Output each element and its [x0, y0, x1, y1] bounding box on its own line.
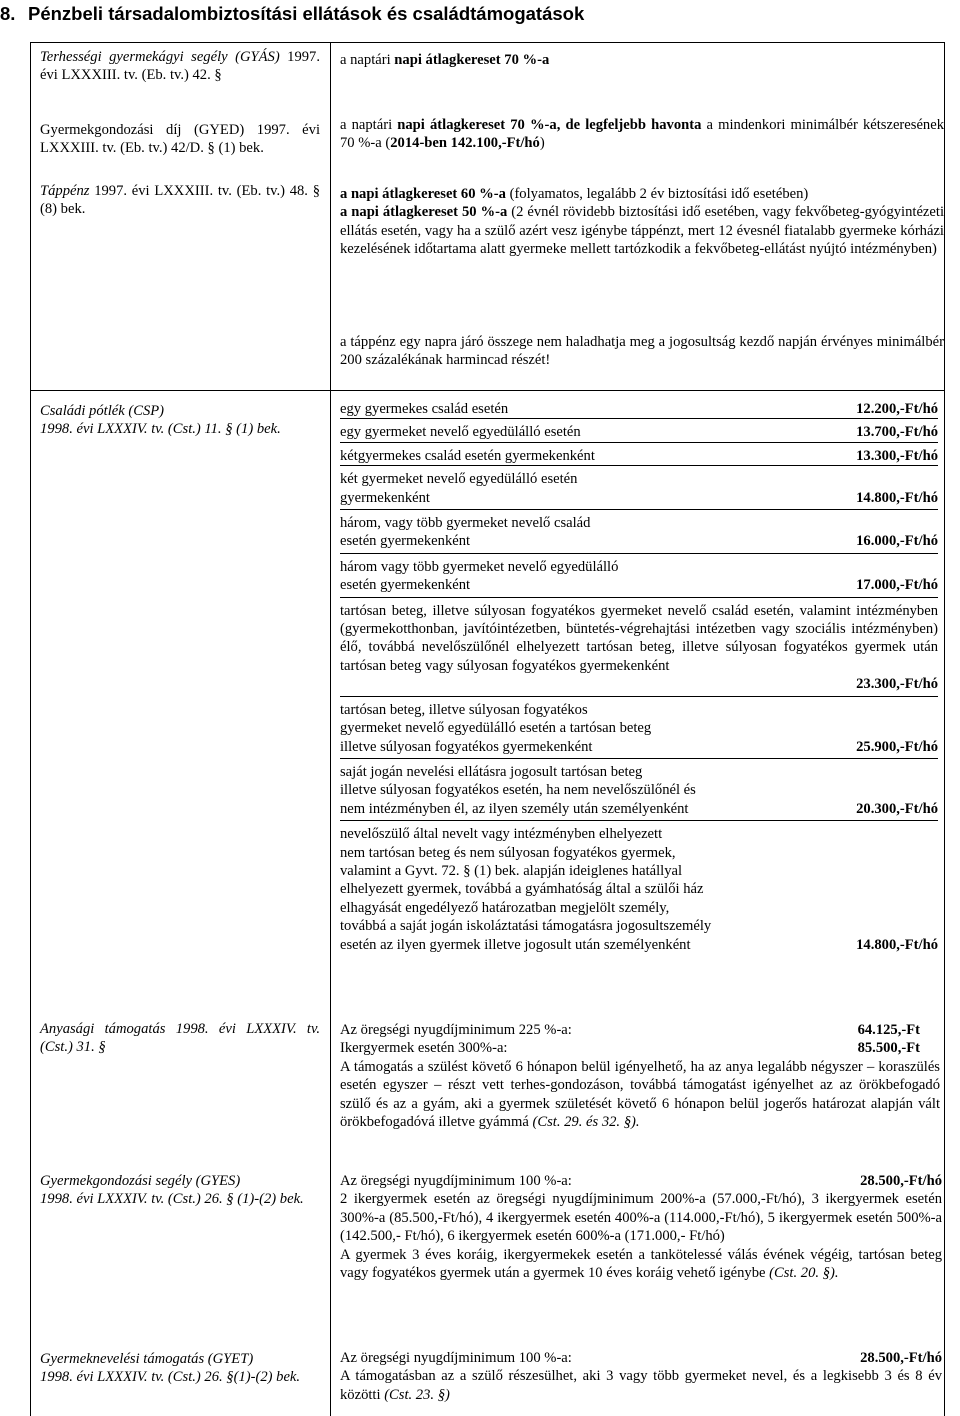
anyasagi-row-amount: 64.125,-Ft: [857, 1022, 920, 1038]
gyet-text-ref: (Cst. 23. §): [384, 1386, 450, 1403]
law-gyet-title: Gyermeknevelési támogatás (GYET): [40, 1351, 254, 1367]
anyasagi-row-2: [340, 1039, 920, 1057]
gyed-text-bold: napi átlagkereset 70 %-a, de legfeljebb havonta: [397, 117, 702, 133]
csp-row-label-line2: gyermekenként: [340, 489, 430, 506]
csp-row-label-line1: két gyermeket nevelő egyedülálló esetén: [340, 471, 578, 488]
law-gyet-ref: 1998. évi LXXXIV. tv. (Cst.) 26. §(1)-(2) bek.: [40, 1369, 301, 1386]
gyas-text: [340, 51, 944, 69]
law-gyed: Gyermekgondozási díj (GYED) 1997. évi LXXXIII. tv. (Eb. tv.) 42/D. § (1) bek.: [40, 122, 320, 157]
section-number: 8.: [0, 3, 16, 24]
section-title-text: Pénzbeli társadalombiztosítási ellátások és családtámogatások: [28, 3, 585, 24]
law-gyas-ref: 1997. évi LXXXIII. tv. (Eb. tv.) 42. §: [40, 49, 321, 84]
csp-beteg2-line3: illetve súlyosan fogyatékos gyermekenként: [340, 738, 593, 755]
anyasagi-row-label: Ikergyermek esetén 300%-a:: [340, 1040, 508, 1057]
csp-nevelo-label: [340, 825, 711, 954]
csp-row-nevelo: [340, 825, 938, 954]
gyas-text-bold: napi átlagkereset 70 %-a: [394, 52, 550, 68]
law-anyasagi-title: Anyasági támogatás: [40, 1021, 166, 1037]
csp-nevelo-line: valamint a Gyvt. 72. § (1) bek. alapján ideiglenes hatállyal: [340, 862, 683, 879]
law-csp: [40, 402, 320, 439]
csp-sajat-amount: 20.300,-Ft/hó: [856, 800, 938, 817]
csp-row-label: kétgyermekes család esetén gyermekenként: [340, 447, 595, 464]
law-gyas-title: Terhességi gyermekágyi segély (GYÁS): [40, 49, 280, 65]
csp-row-label-line2: esetén gyermekenként: [340, 533, 471, 550]
csp-row-2: [340, 423, 938, 442]
csp-beteg2-amount: 25.900,-Ft/hó: [856, 738, 938, 755]
law-gyes-title: Gyermekgondozási segély (GYES): [40, 1173, 241, 1189]
csp-row-amount: 14.800,-Ft/hó: [856, 489, 938, 506]
csp-row-amount: 13.700,-Ft/hó: [856, 424, 938, 441]
gyet-row-amount: 28.500,-Ft/hó: [860, 1350, 942, 1366]
gyed-text: [340, 116, 944, 153]
csp-row-5: [340, 514, 938, 554]
gyas-text-pre: a naptári: [340, 52, 395, 68]
csp-row-label-line1: három vagy több gyermeket nevelő egyedülálló: [340, 558, 619, 575]
anyasagi-row-amount: 85.500,-Ft: [857, 1040, 920, 1057]
csp-row-3: [340, 447, 938, 466]
gyes-twins-text: 2 ikergyermek esetén az öregségi nyugdíjminimum 200%-a (57.000,-Ft/hó), 3 ikergyermek esetén 300%-a (85.500,-Ft/hó), 4 ikergyermek esetén 400%-a (114.000,-Ft/hó), 5 ikergyermek esetén 500%-a (142.500,- Ft/hó), 6 ikergyermek esetén 600%-a (171.000,- Ft/hó): [340, 1191, 942, 1245]
gyet-block: [340, 1349, 942, 1404]
gyes-row: [340, 1172, 942, 1190]
gyes-row-amount: 28.500,-Ft/hó: [860, 1173, 942, 1189]
tappenz-p2-rest: (2 évnél rövidebb biztosítási idő esetében, vagy fekvőbeteg-gyógyintézeti ellátás esetén, vagy ha a szülő azért vesz igénybe táppénzt, mert 12 évesnél fiatalabb gyermeke kórházi kezelésének időtartama alatt gyermeke mellett tartózkodik a fekvőbeteg-ellátást nyújtó intézményben): [340, 204, 944, 258]
law-gyes: [40, 1172, 320, 1209]
table-right-border: [944, 42, 945, 1416]
gyet-text: [340, 1367, 942, 1404]
gyes-duration-text: [340, 1246, 942, 1283]
gyet-text-body: A támogatásban az a szülő részesülhet, aki 3 vagy több gyermeket nevel, és a legkisebb 3 és 8 év közötti: [340, 1368, 942, 1403]
gyet-row: [340, 1349, 942, 1367]
table-top-border: [30, 42, 944, 43]
csp-row-label-line1: három, vagy több gyermeket nevelő család: [340, 515, 591, 532]
csp-beteg1-text: tartósan beteg, illetve súlyosan fogyatékos gyermeket nevelő család esetén, valamint intézményben (gyermekotthonban, javítóintézetben, büntetés-végrehajtási intézetben vagy szociális intézményben) élő, továbbá nevelőszülőnél elhelyezett tartósan beteg, illetve súlyosan fogyatékos gyermek után tartósan beteg vagy súlyosan fogyatékos gyermekenként: [340, 602, 938, 674]
section-title: [0, 2, 960, 26]
anyasagi-row-label: Az öregségi nyugdíjminimum 225 %-a:: [340, 1022, 572, 1038]
law-csp-ref: 1998. évi LXXXIV. tv. (Cst.) 11. § (1) bek.: [40, 421, 281, 438]
csp-sajat-line1: saját jogán nevelési ellátásra jogosult tartósan beteg: [340, 763, 643, 780]
csp-row-label: [340, 514, 590, 551]
csp-row-beteg1: [340, 602, 938, 697]
anyasagi-text: [340, 1058, 940, 1132]
gyes-duration-ref: (Cst. 20. §).: [769, 1265, 839, 1282]
tappenz-p2: [340, 203, 944, 258]
csp-nevelo-line: elhelyezett gyermek, továbbá a gyámhatóság által a szülői ház: [340, 881, 704, 898]
csp-nevelo-line: nem tartósan beteg és nem súlyosan fogyatékos gyermek,: [340, 844, 676, 861]
gyed-text-end: ): [539, 135, 545, 152]
gyed-text-amount: 2014-ben 142.100,-Ft/hó: [390, 135, 540, 152]
csp-row-label: [340, 558, 618, 595]
csp-row-label: egy gyermeket nevelő egyedülálló esetén: [340, 424, 581, 441]
csp-row-label: [340, 470, 577, 507]
csp-sajat-line2: illetve súlyosan fogyatékos esetén, ha nem nevelőszülőnél és: [340, 782, 696, 799]
anyasagi-text-ref: (Cst. 29. és 32. §).: [532, 1114, 640, 1131]
csp-row-label-line2: esetén gyermekenként: [340, 577, 471, 594]
law-anyasagi-ref: 1998. évi LXXXIV. tv. (Cst.) 31. §: [40, 1021, 320, 1056]
table-left-border: [30, 42, 31, 1416]
csp-sajat-label: [340, 763, 696, 818]
csp-nevelo-amount: 14.800,-Ft/hó: [856, 936, 938, 953]
law-gyet: [40, 1350, 320, 1387]
law-csp-title: Családi pótlék (CSP): [40, 403, 165, 419]
table-middle-border: [330, 42, 331, 1416]
anyasagi-row-1: [340, 1021, 920, 1039]
csp-beteg1-amount: 23.300,-Ft/hó: [856, 676, 938, 693]
gyes-duration-body: A gyermek 3 éves koráig, ikergyermekek esetén a tankötelessé válás évének végéig, tartósan beteg vagy fogyatékos gyermek után a gyermek 10 éves koráig vehető igénybe: [340, 1246, 942, 1282]
tappenz-text: [340, 185, 944, 259]
anyasagi-block: [340, 1021, 940, 1131]
gyes-block: [340, 1172, 942, 1282]
csp-row-amount: 16.000,-Ft/hó: [856, 533, 938, 550]
tappenz-p1-rest: (folyamatos, legalább 2 év biztosítási idő esetében): [505, 186, 809, 202]
csp-beteg2-line2: gyermeket nevelő egyedülálló esetén a tartósan beteg: [340, 720, 652, 737]
law-gyes-ref: 1998. évi LXXXIV. tv. (Cst.) 26. § (1)-(2) bek.: [40, 1191, 304, 1208]
law-gyas: [40, 48, 320, 85]
gyed-text-mid: a mindenkori minimálbér kétszeresének 70 %-a (: [340, 117, 944, 152]
csp-sajat-line3: nem intézményben él, az ilyen személy után személyenként: [340, 800, 689, 817]
csp-row-amount: 12.200,-Ft/hó: [856, 401, 938, 417]
csp-row-label: egy gyermekes család esetén: [340, 401, 509, 417]
anyasagi-text-body: A támogatás a szülést követő 6 hónapon belül igényelhető, ha az anya legalább négyszer – koraszülés esetén egyszer – részt vett terhes-gondozáson, továbbá támogatást igényelhet az az örökbefogadó szülő és az a gyám, aki a gyermek születését követő 6 hónapon belül jogerős határozat alapján vált örökbefogadóvá illetve gyámmá: [340, 1058, 940, 1131]
csp-row-6: [340, 558, 938, 598]
tappenz-p2-bold: a napi átlagkereset 50 %-a: [340, 204, 508, 221]
gyed-text-pre: a naptári: [340, 117, 398, 133]
csp-row-amount: 13.300,-Ft/hó: [856, 447, 938, 464]
csp-row-amount: 17.000,-Ft/hó: [856, 577, 938, 594]
table-divider-csp: [30, 390, 944, 391]
tappenz-p1-bold: a napi átlagkereset 60 %-a: [340, 186, 506, 202]
csp-row-4: [340, 470, 938, 510]
tappenz-limit: a táppénz egy napra járó összege nem haladhatja meg a jogosultság kezdő napján érvényes minimálbér 200 százalékának harmincad részét!: [340, 334, 944, 369]
csp-row-1: [340, 400, 938, 419]
law-anyasagi: [40, 1020, 320, 1057]
gyet-row-label: Az öregségi nyugdíjminimum 100 %-a:: [340, 1350, 572, 1366]
csp-nevelo-line: nevelőszülő által nevelt vagy intézményben elhelyezett: [340, 826, 663, 843]
csp-beteg2-line1: tartósan beteg, illetve súlyosan fogyatékos: [340, 701, 588, 718]
law-tappenz-ref: 1997. évi LXXXIII. tv. (Eb. tv.) 48. § (8) bek.: [40, 183, 320, 218]
tappenz-p1: [340, 185, 944, 203]
csp-nevelo-line: esetén az ilyen gyermek illetve jogosult után személyenként: [340, 936, 691, 953]
csp-row-beteg2: [340, 701, 938, 759]
csp-row-sajat: [340, 763, 938, 821]
csp-nevelo-line: továbbá a saját jogán iskoláztatási támogatásra jogosultszemély: [340, 918, 712, 935]
law-tappenz: [40, 182, 320, 219]
csp-beteg2-label: [340, 701, 651, 756]
law-tappenz-title: Táppénz: [40, 183, 90, 199]
csp-nevelo-line: elhagyását engedélyező határozatban megjelölt személy,: [340, 899, 670, 916]
gyes-row-label: Az öregségi nyugdíjminimum 100 %-a:: [340, 1173, 572, 1189]
csp-table: [340, 400, 938, 954]
